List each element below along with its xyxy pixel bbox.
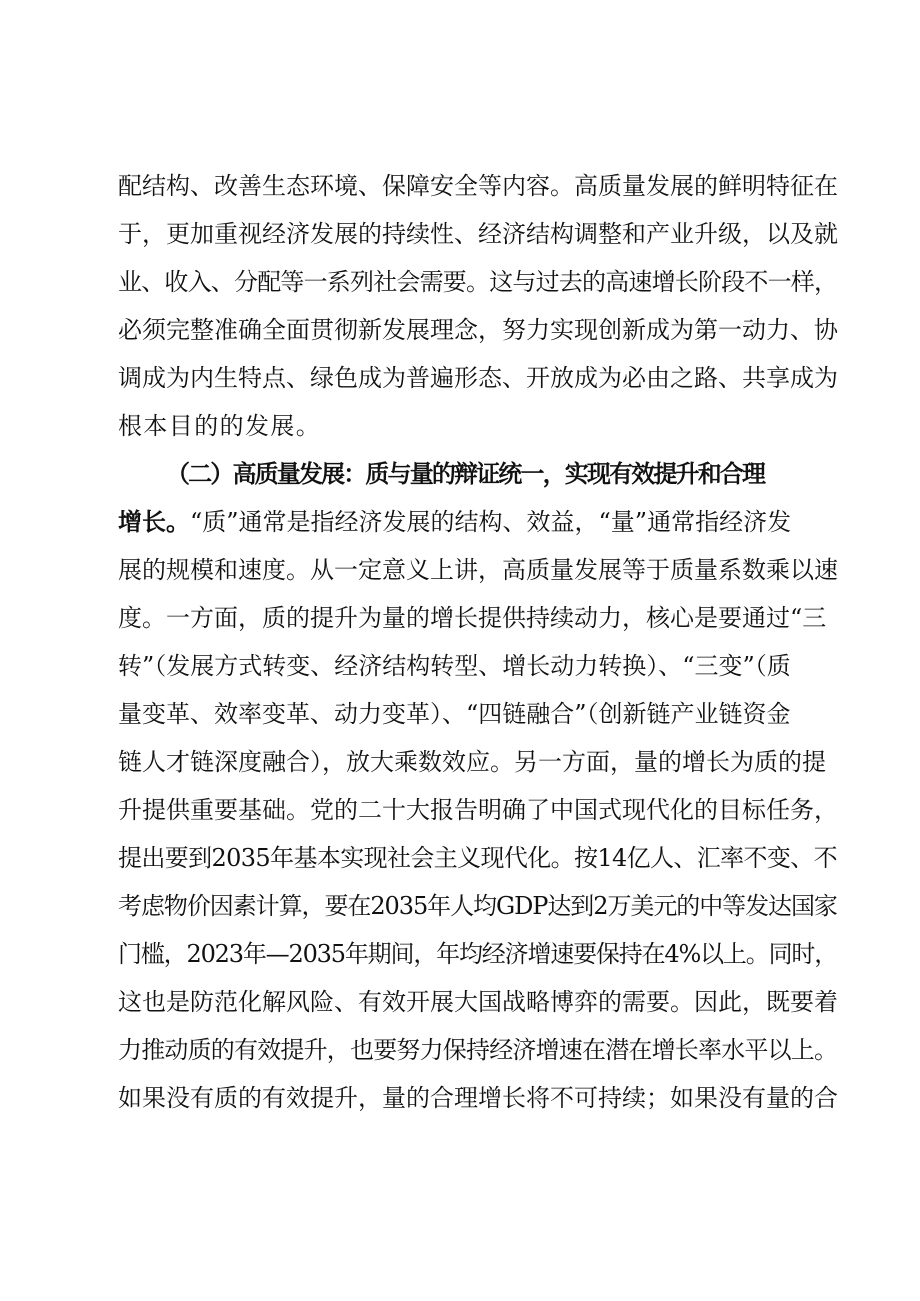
text-line: 升提供重要基础。党的二十大报告明确了中国式现代化的目标任务， xyxy=(118,796,838,824)
text-line: 如果没有质的有效提升，量的合理增长将不可持续；如果没有量的合 xyxy=(118,1084,838,1112)
text-line: 转”（发展方式转变、经济结构转型、增长动力转换）、“三变”（质 xyxy=(118,652,791,680)
text-line: 必须完整准确全面贯彻新发展理念，努力实现创新成为第一动力、协 xyxy=(118,316,838,344)
text-line: 量变革、效率变革、动力变革）、“四链融合”（创新链产业链资金 xyxy=(118,700,791,728)
text-line: 根本目的的发展。 xyxy=(118,412,322,440)
text-line: 调成为内生特点、绿色成为普遍形态、开放成为必由之路、共享成为 xyxy=(118,364,838,392)
section-heading: （二）高质量发展：质与量的辩证统一，实现有效提升和合理 xyxy=(166,459,765,488)
section-heading-end: 增长。 xyxy=(118,507,190,536)
text-line: 提出要到2035年基本实现社会主义现代化。按14亿人、汇率不变、不 xyxy=(118,844,837,872)
text-line: 链人才链深度融合），放大乘数效应。另一方面，量的增长为质的提 xyxy=(118,748,826,776)
text-line: 配结构、改善生态环境、保障安全等内容。高质量发展的鲜明特征在 xyxy=(118,172,838,200)
text-line: 力推动质的有效提升，也要努力保持经济增速在潜在增长率水平以上。 xyxy=(118,1036,838,1064)
text-line: 这也是防范化解风险、有效开展大国战略博弈的需要。因此，既要着 xyxy=(118,988,838,1016)
text-line: 度。一方面，质的提升为量的增长提供持续动力，核心是要通过“三 xyxy=(118,604,827,632)
text-line: 考虑物价因素计算，要在2035年人均GDP达到2万美元的中等发达国家 xyxy=(118,892,837,920)
text-line xyxy=(118,506,838,538)
text-line: 展的规模和速度。从一定意义上讲，高质量发展等于质量系数乘以速 xyxy=(118,556,838,584)
text-line: 于，更加重视经济发展的持续性、经济结构调整和产业升级，以及就 xyxy=(118,220,838,248)
text-span: “质”通常是指经济发展的结构、效益，“量”通常指经济发 xyxy=(190,508,792,536)
text-line: 门槛，2023年—2035年期间，年均经济增速要保持在4%以上。同时， xyxy=(118,940,838,968)
text-line: 业、收入、分配等一系列社会需要。这与过去的高速增长阶段不一样， xyxy=(118,268,838,296)
